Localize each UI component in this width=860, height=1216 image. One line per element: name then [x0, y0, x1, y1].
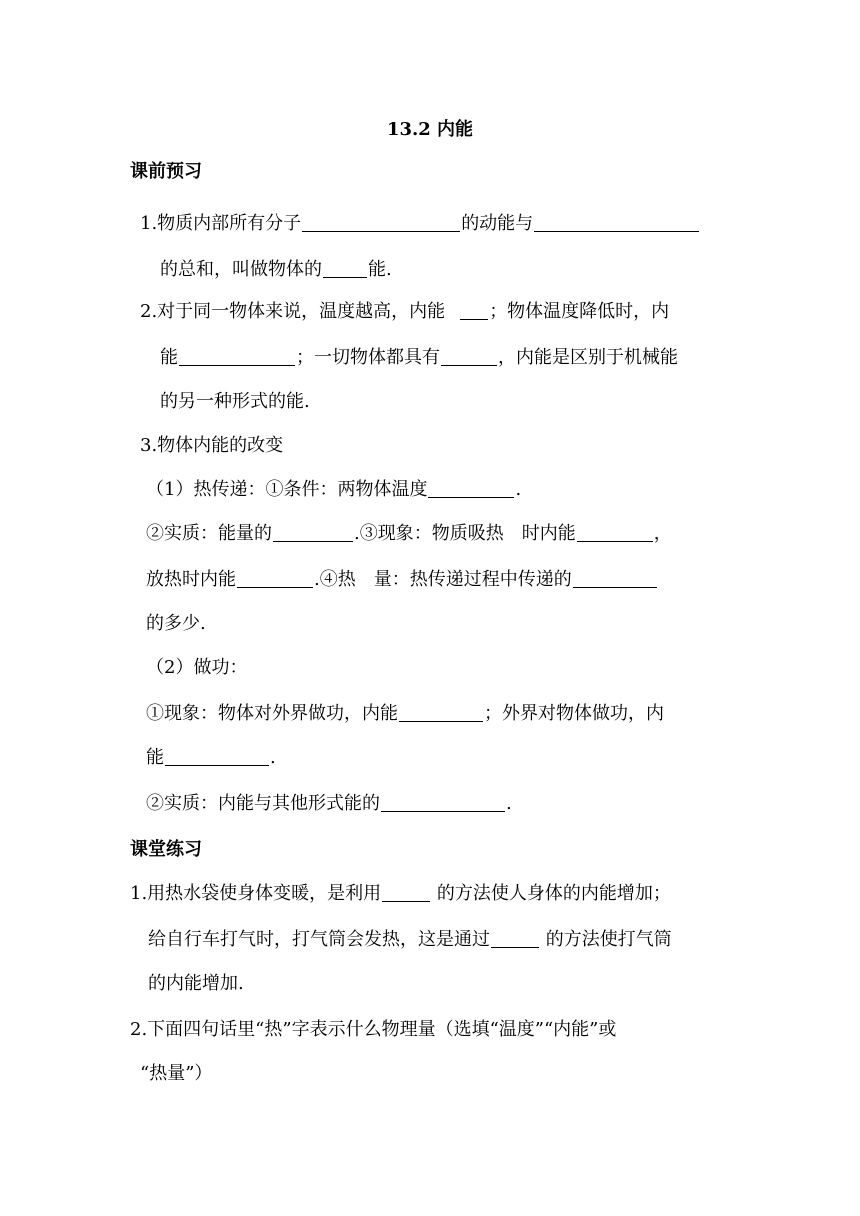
section-heading-practice: 课堂练习 [130, 839, 202, 860]
text-segment: ，内能是区别于机械能 [498, 347, 678, 368]
blank [179, 347, 295, 366]
practice-1-line-1 [130, 882, 671, 906]
text-segment: 的总和，叫做物体的 [160, 259, 322, 280]
page-title: 13.2 内能 [386, 119, 474, 140]
text-segment: . [506, 793, 512, 814]
text-segment: 能 [146, 747, 164, 768]
blank [577, 523, 653, 542]
text-segment: ；外界对物体做功，内 [484, 703, 664, 724]
blank [165, 747, 269, 766]
blank [460, 301, 488, 320]
question-3-line-5: 的多少. [146, 613, 206, 634]
text-segment: ②实质：能量的 [146, 523, 272, 544]
text-segment: . [270, 747, 276, 768]
question-1-line-1 [140, 212, 700, 236]
blank [381, 793, 505, 812]
text-segment: ， [653, 523, 672, 544]
blank [323, 259, 367, 278]
section-heading-preview: 课前预习 [130, 161, 202, 182]
blank [573, 569, 657, 588]
text-segment: .③现象：物质吸热 时内能 [354, 523, 576, 544]
blank [441, 347, 497, 366]
blank [382, 883, 430, 902]
practice-2-line-2: “热量”） [140, 1063, 213, 1084]
text-segment: 放热时内能 [146, 569, 236, 590]
text-segment: ；物体温度降低时，内 [489, 301, 670, 322]
question-1-line-2 [160, 258, 392, 282]
question-3-line-6: （2）做功： [146, 657, 248, 678]
blank [302, 213, 460, 232]
question-3-line-4 [146, 568, 658, 592]
question-2-line-2 [160, 346, 678, 370]
blank [237, 569, 313, 588]
text-segment: 的动能与 [461, 213, 534, 234]
text-segment: ；一切物体都具有 [296, 347, 440, 368]
text-segment: ②实质：内能与其他形式能的 [146, 793, 380, 814]
text-segment: .④热 量：热传递过程中传递的 [314, 569, 572, 590]
text-segment: 的方法使人身体的内能增加； [431, 883, 671, 904]
question-3-line-2 [146, 478, 521, 502]
practice-1-line-3: 的内能增加. [148, 973, 244, 994]
blank [491, 929, 539, 948]
blank [273, 523, 353, 542]
practice-1-line-2 [148, 928, 672, 952]
text-segment: 的方法使打气筒 [540, 929, 672, 950]
text-segment: ①现象：物体对外界做功，内能 [146, 703, 398, 724]
question-2-line-3: 的另一种形式的能. [160, 391, 310, 412]
question-3-line-8 [146, 746, 276, 770]
question-3-line-9 [146, 792, 512, 816]
practice-2-line-1: 2.下面四句话里“热”字表示什么物理量（选填“温度”“内能”或 [130, 1019, 617, 1040]
blank [428, 479, 514, 498]
text-segment: 1.物质内部所有分子 [140, 213, 302, 234]
text-segment: 1.用热水袋使身体变暖，是利用 [130, 883, 382, 904]
question-3-line-3 [146, 522, 672, 546]
text-segment: 2.对于同一物体来说，温度越高，内能 [140, 301, 446, 322]
text-segment: （1）热传递：①条件：两物体温度 [146, 479, 428, 500]
text-segment: 给自行车打气时，打气筒会发热，这是通过 [148, 929, 490, 950]
blank [399, 703, 483, 722]
question-2-line-1 [140, 300, 669, 324]
blank [534, 213, 699, 232]
question-3-line-1: 3.物体内能的改变 [140, 435, 284, 456]
text-segment: 能. [368, 259, 392, 280]
question-3-line-7 [146, 702, 664, 726]
text-segment: 能 [160, 347, 178, 368]
text-segment: . [515, 479, 522, 500]
